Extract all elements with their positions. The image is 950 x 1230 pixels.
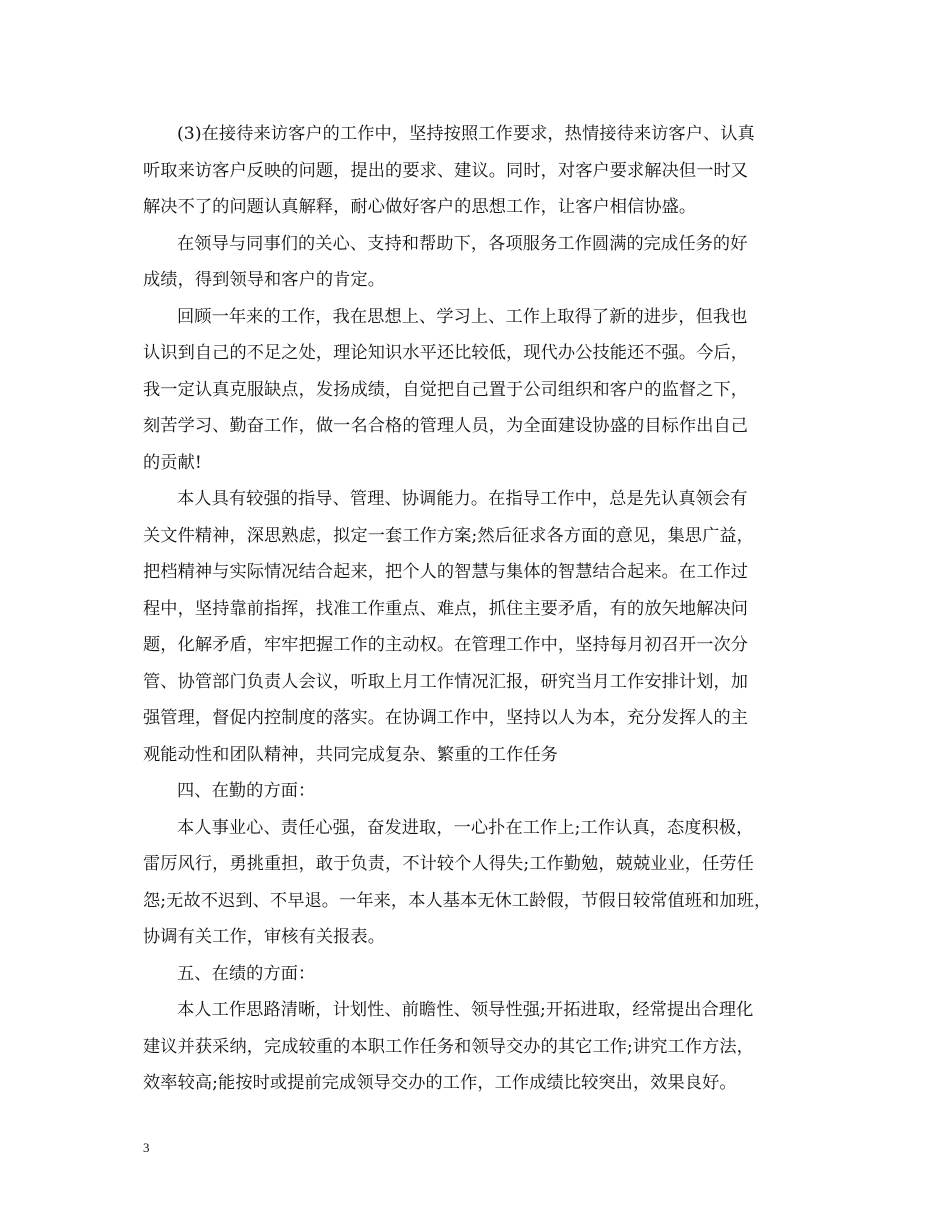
- text-line: 关文件精神，深思熟虑，拟定一套工作方案;然后征求各方面的意见，集思广益，: [143, 525, 754, 546]
- text-line: 题，化解矛盾，牢牢把握工作的主动权。在管理工作中，坚持每月初召开一次分: [143, 635, 749, 655]
- text-line: 刻苦学习、勤奋工作，做一名合格的管理人员，为全面建设协盛的目标作出自己: [143, 416, 749, 436]
- text-line: (3)在接待来访客户的工作中，坚持按照工作要求，热情接待来访客户、认真: [177, 124, 755, 144]
- text-line: 的贡献!: [143, 452, 202, 473]
- text-line: 本人事业心、责任心强，奋发进取，一心扑在工作上;工作认真，态度积极，: [177, 817, 754, 838]
- text-line: 成绩，得到领导和客户的肯定。: [143, 270, 386, 290]
- text-line: 协调有关工作，审核有关报表。: [143, 927, 386, 947]
- text-line: 把档精神与实际情况结合起来，把个人的智慧与集体的智慧结合起来。在工作过: [143, 562, 749, 582]
- text-line: 回顾一年来的工作，我在思想上、学习上、工作上取得了新的进步，但我也: [177, 306, 748, 327]
- text-line: 我一定认真克服缺点，发扬成绩，自觉把自己置于公司组织和客户的监督之下，: [143, 379, 749, 400]
- section-heading: 四、在勤的方面：: [177, 781, 316, 801]
- text-line: 强管理，督促内控制度的落实。在协调工作中，坚持以人为本，充分发挥人的主: [143, 708, 749, 728]
- text-line: 管、协管部门负责人会议，听取上月工作情况汇报，研究当月工作安排计划，加: [143, 671, 749, 692]
- page-number: 3: [143, 1140, 150, 1155]
- text-line: 本人具有较强的指导、管理、协调能力。在指导工作中，总是先认真领会有: [177, 489, 748, 509]
- text-line: 效率较高;能按时或提前完成领导交办的工作，工作成绩比较突出，效果良好。: [143, 1073, 737, 1093]
- text-line: 本人工作思路清晰，计划性、前瞻性、领导性强;开拓进取，经常提出合理化: [177, 1000, 754, 1020]
- text-line: 雷厉风行，勇挑重担，敢于负责，不计较个人得失;工作勤勉，兢兢业业，任劳任: [143, 854, 754, 874]
- text-line: 建议并获采纳，完成较重的本职工作任务和领导交办的其它工作;讲究工作方法，: [143, 1036, 754, 1057]
- text-line: 解决不了的问题认真解释，耐心做好客户的思想工作，让客户相信协盛。: [143, 197, 697, 217]
- section-heading: 五、在绩的方面：: [177, 963, 316, 984]
- text-line: 观能动性和团队精神，共同完成复杂、繁重的工作任务: [143, 744, 558, 765]
- text-line: 在领导与同事们的关心、支持和帮助下，各项服务工作圆满的完成任务的好: [177, 233, 748, 254]
- text-line: 程中，坚持靠前指挥，找准工作重点、难点，抓住主要矛盾，有的放矢地解决问: [143, 598, 749, 619]
- document-body: [143, 116, 823, 1102]
- text-line: 怨;无故不迟到、不早退。一年来，本人基本无休工龄假，节假日较常值班和加班，: [143, 890, 772, 911]
- text-line: 听取来访客户反映的问题，提出的要求、建议。同时，对客户要求解决但一时又: [143, 160, 749, 181]
- text-line: 认识到自己的不足之处，理论知识水平还比较低，现代办公技能还不强。今后，: [143, 343, 749, 363]
